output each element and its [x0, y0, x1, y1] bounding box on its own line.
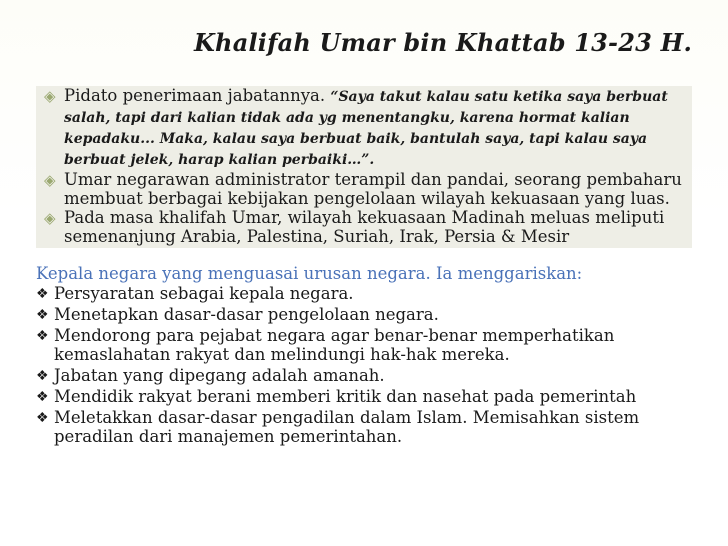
four-diamond-bullet-icon: ❖ — [36, 328, 49, 344]
diamond-bullet-icon: ◈ — [44, 87, 56, 105]
diamond-bullet-icon: ◈ — [44, 171, 56, 189]
slide-content — [36, 86, 694, 448]
item-text: Persyaratan sebagai kepala negara. — [54, 284, 354, 303]
list-item — [44, 208, 694, 246]
item-text: Mendidik rakyat berani memberi kritik dan nasehat pada pemerintah — [54, 387, 637, 406]
list-item — [36, 305, 694, 324]
four-diamond-bullet-icon: ❖ — [36, 368, 49, 384]
item-quote: “Saya takut kalau satu ketika saya berbuat salah, tapi dari kalian tidak ada yg menentangku, karena hormat kalian kepadaku... Maka, kalau saya berbuat baik, bantulah saya, tapi kalau saya berbuat jelek, harap kalian perbaiki…”. — [64, 89, 668, 168]
item-text: Menetapkan dasar-dasar pengelolaan negara. — [54, 305, 439, 324]
list-item — [36, 366, 694, 385]
list-item — [44, 170, 694, 208]
item-text: Umar negarawan administrator terampil dan pandai, seorang pembaharu membuat berbagai kebijakan pengelolaan wilayah kekuasaan yang luas. — [64, 170, 682, 208]
four-diamond-bullet-icon: ❖ — [36, 389, 49, 405]
four-diamond-bullet-icon: ❖ — [36, 410, 49, 426]
list-item — [36, 284, 694, 303]
item-text: Pidato penerimaan jabatannya. — [64, 86, 331, 105]
section-heading: Kepala negara yang menguasai urusan negara. Ia menggariskan: — [36, 264, 583, 283]
item-text: Pada masa khalifah Umar, wilayah kekuasaan Madinah meluas meliputi semenanjung Arabia, Palestina, Suriah, Irak, Persia & Mesir — [64, 208, 665, 246]
list-item — [44, 86, 694, 170]
list-item — [36, 408, 694, 446]
four-diamond-bullet-icon: ❖ — [36, 286, 49, 302]
item-text: Meletakkan dasar-dasar pengadilan dalam Islam. Memisahkan sistem peradilan dari manajemen pemerintahan. — [54, 408, 640, 446]
slide-title: Khalifah Umar bin Khattab 13-23 H. — [193, 28, 692, 57]
item-text: Mendorong para pejabat negara agar benar-benar memperhatikan kemaslahatan rakyat dan melindungi hak-hak mereka. — [54, 326, 615, 364]
four-diamond-bullet-icon: ❖ — [36, 307, 49, 323]
list-item — [36, 326, 694, 364]
item-text: Jabatan yang dipegang adalah amanah. — [54, 366, 385, 385]
diamond-bullet-icon: ◈ — [44, 209, 56, 227]
list-item — [36, 387, 694, 406]
